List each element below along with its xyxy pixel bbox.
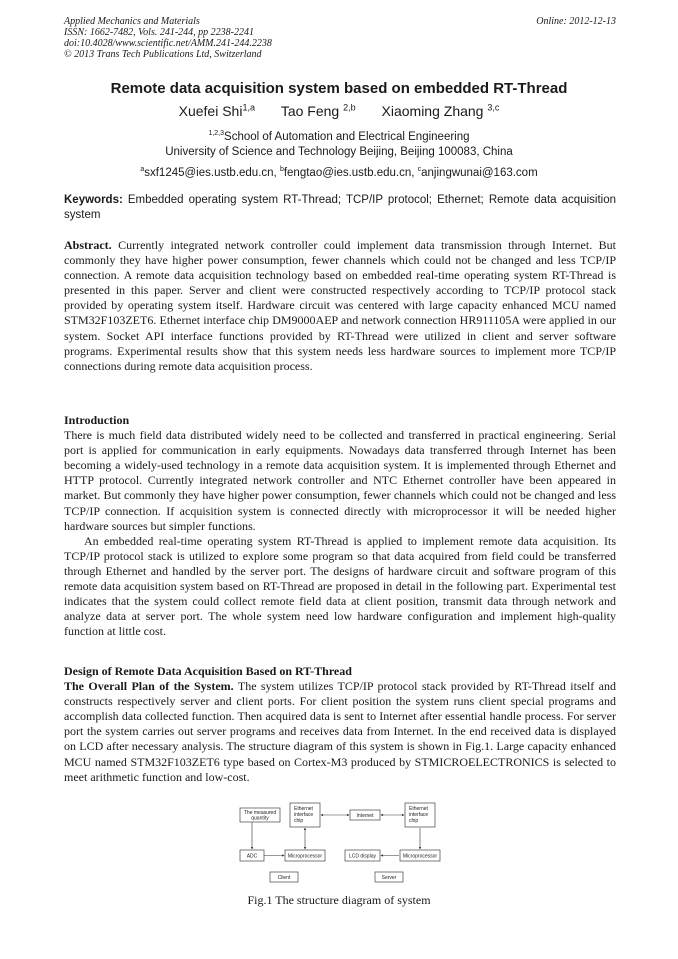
paragraph: There is much field data distributed widely need to be collected and transferred in practical engineering. Serial port is applied for communication in early equipments. Nowadays data transferred through Internet has been becoming a widely-used technology in a remote data acquisition system. It is implemented through Ethernet and HTTP protocol. Currently integrated network controller and NTC Ethernet controller have been appeared in market. But commonly they have higher power consumption, fewer channels which could not be changed and less TCP/IP connection. If acquisition system is connected directly with microprocessor it will be needed higher hardware sources but simpler functions. bbox=[64, 428, 616, 533]
affiliation-line-2: University of Science and Technology Beijing, Beijing 100083, China bbox=[165, 146, 513, 158]
introduction-section bbox=[64, 413, 616, 639]
box-label: interface bbox=[294, 812, 314, 818]
keywords: Keywords: Embedded operating system RT-Thread; TCP/IP protocol; Ethernet; Remote data acquisition system bbox=[64, 194, 616, 221]
box-label: Microprocessor bbox=[287, 853, 323, 860]
structure-diagram bbox=[230, 800, 450, 890]
box-label: interface bbox=[409, 812, 429, 818]
box-label: LCD display bbox=[349, 853, 376, 860]
design-section bbox=[64, 664, 616, 785]
subsection-heading: The Overall Plan of the System. bbox=[64, 679, 234, 694]
author: Tao Feng $^{2,b}$ bbox=[280, 102, 356, 119]
email-link[interactable]: sxf1245@ies.ustb.edu.cn, bbox=[144, 166, 280, 179]
box-label: Server bbox=[381, 875, 397, 881]
journal-issn: ISSN: 1662-7482, Vols. 241-244, pp 2238-2241 bbox=[64, 27, 254, 38]
affiliation-line-1: $^{1,2,3}$School of Automation and Electrical Engineering bbox=[208, 130, 470, 143]
author-emails: $^a$sxf1245@ies.ustb.edu.cn, $^b$fengtao@ies.ustb.edu.cn, $^c$anjingwunai@163.com bbox=[140, 166, 538, 179]
box-label: chip bbox=[409, 818, 419, 824]
email-link[interactable]: anjingwunai@163.com bbox=[421, 166, 538, 179]
journal-name: Applied Mechanics and Materials bbox=[64, 16, 200, 27]
figure-caption: Fig.1 The structure diagram of system bbox=[247, 893, 431, 907]
box-label: chip bbox=[294, 818, 304, 824]
box-label: Ethernet bbox=[409, 806, 428, 812]
journal-copyright: © 2013 Trans Tech Publications Ltd, Switzerland bbox=[64, 49, 262, 60]
box-label: quantity bbox=[251, 815, 269, 822]
paragraph: The Overall Plan of the System. The system utilizes TCP/IP protocol stack provided by RT-Thread itself and constructs respectively server and client ports. For client position the system runs client special programs and accomplish data collected function. Then acquired data is sent to Internet after essential handle process. For server port the system carries out server programs and receives data from Internet. In the end received data is displayed on LCD after necessary analysis. The structure diagram of this system is shown in Fig.1. Large capacity enhanced MCU named STM32F103ZET6 type based on Cortex-M3 produced by STMICROELECTRONICS is selected to meet arithmetic function and low-cost. bbox=[64, 679, 616, 784]
abstract: Abstract. Currently integrated network controller could implement data transmission through Internet. But commonly they have higher power consumption, fewer channels which could not be changed and less TCP/IP connection. A remote data acquisition technology based on embedded real-time operating system RT-Thread is presented in this paper. Server and client were constructed respectively according to TCP/IP protocol stack provided by operating system itself. Hardware circuit was centered with large capacity enhanced MCU named STM32F103ZET6. Ethernet interface chip DM9000AEP and network connection HR911105A were applied in our system. Socket API interface functions provided by RT-Thread were utilized in client and server software programs. Experimental results show that this system needs less hardware sources to implement more TCP/IP connections during remote data acquisition process. bbox=[64, 238, 616, 373]
paper-title: Remote data acquisition system based on embedded RT-Thread bbox=[110, 80, 568, 97]
author: Xuefei Shi$^{1,a}$ bbox=[178, 102, 255, 119]
box-label: Client bbox=[277, 875, 291, 881]
abstract-label: Abstract. bbox=[64, 238, 112, 252]
journal-header bbox=[64, 16, 616, 60]
section-heading: Introduction bbox=[64, 413, 130, 427]
author: Xiaoming Zhang $^{3,c}$ bbox=[381, 102, 500, 119]
author-list bbox=[0, 102, 678, 119]
email-link[interactable]: fengtao@ies.ustb.edu.cn, bbox=[283, 166, 418, 179]
box-label: Microprocessor bbox=[402, 853, 438, 860]
box-label: Internet bbox=[356, 813, 374, 819]
box-label: ADC bbox=[246, 853, 258, 860]
box-label: The measured bbox=[243, 810, 277, 816]
journal-doi: doi:10.4028/www.scientific.net/AMM.241-244.2238 bbox=[64, 38, 272, 49]
paragraph: An embedded real-time operating system RT-Thread is applied to implement remote data acquisition. Its TCP/IP protocol stack is utilized to explore some program so that data acquired from field could be transferred through Ethernet and handled by the server port. The designs of hardware circuit and software program of this remote data acquisition system based on RT-Thread are proposed in detail in the following part. Experimental test indicates that the system could collect remote field data at client position, transmit data through network and analyze data at server port. The whole system need low hardware configuration and implement high-quality function at little cost. bbox=[64, 533, 616, 639]
box-label: Ethernet bbox=[294, 806, 313, 812]
section-heading: Design of Remote Data Acquisition Based on RT-Thread bbox=[64, 664, 352, 678]
online-date: Online: 2012-12-13 bbox=[536, 16, 616, 27]
